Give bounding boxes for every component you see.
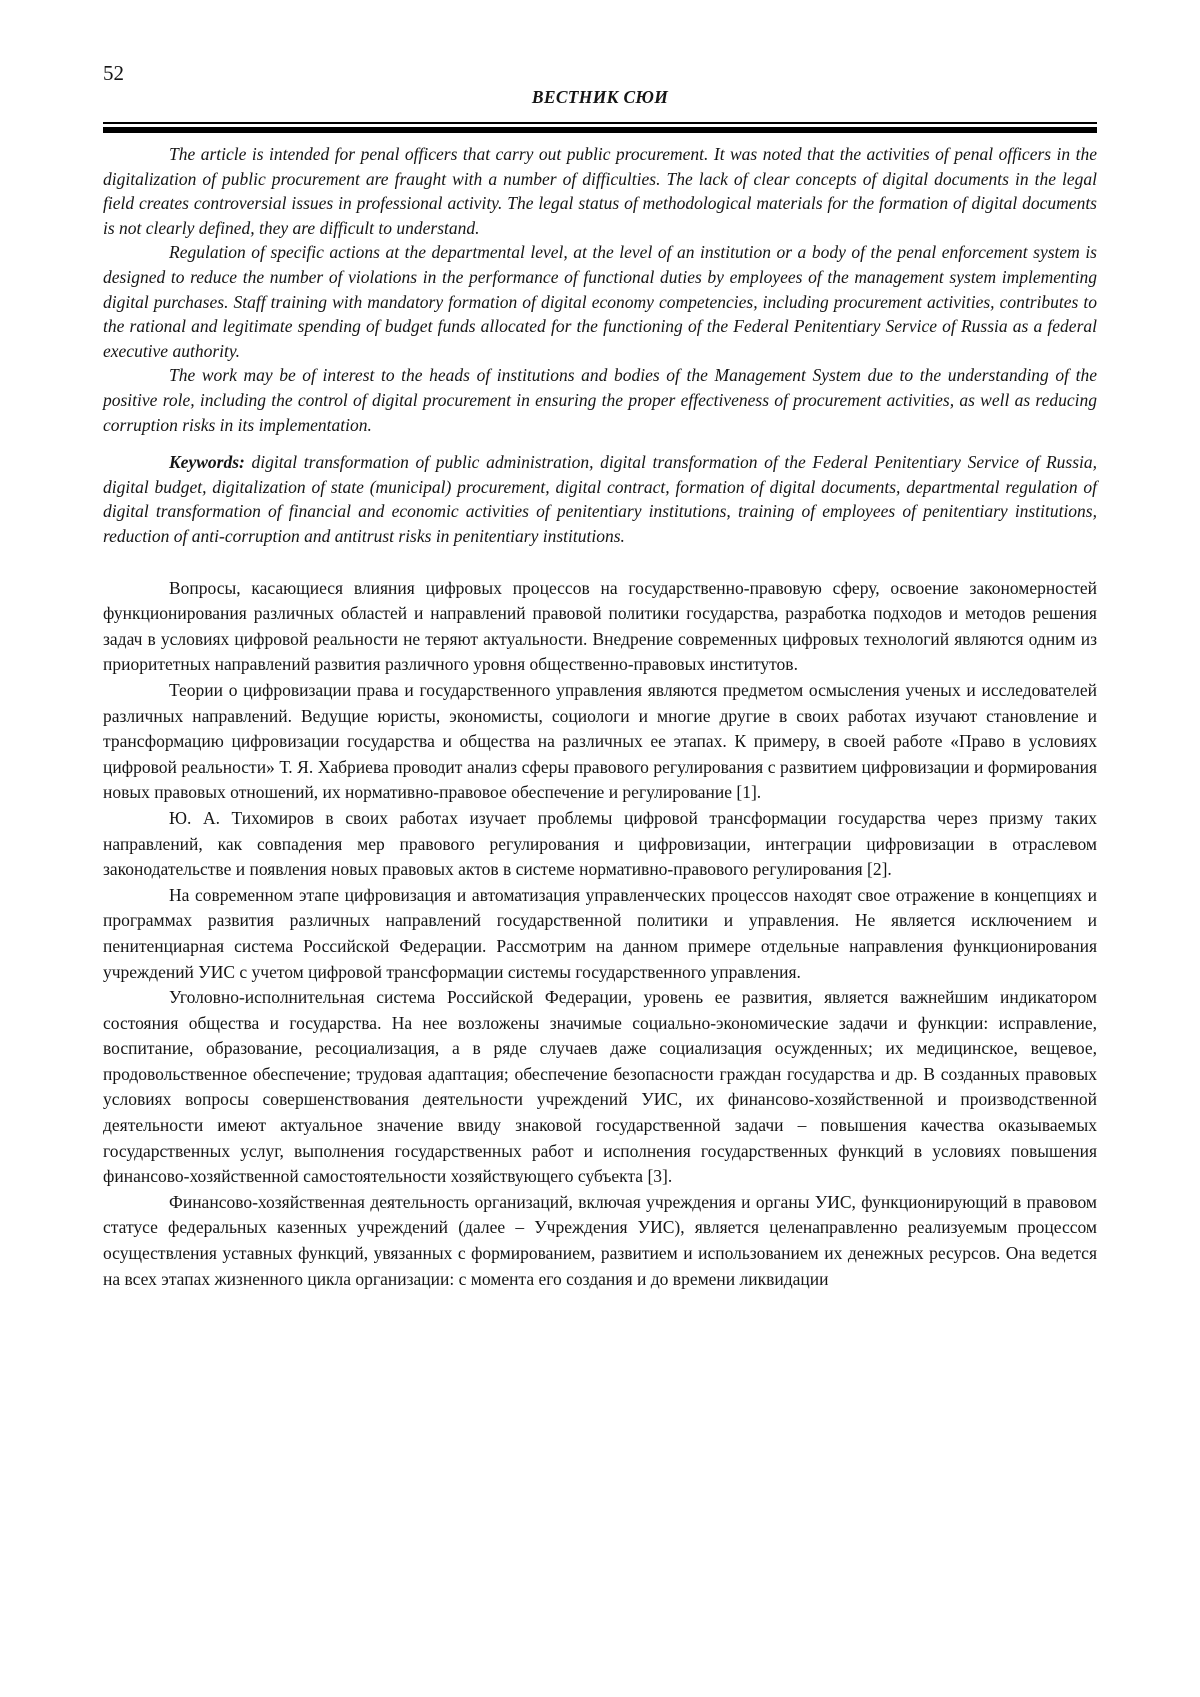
keywords-label: Keywords: [169,452,245,473]
abstract-paragraph-2: Regulation of specific actions at the departmental level, at the level of an institution or a body of the penal enforcement system is designed to reduce the number of violations in the performance of functional duties by employees of the management system implementing digital purchases. Staff training with mandatory formation of digital economy competencies, including procurement activities, contributes to the rational and legitimate spending of budget funds allocated for the functioning of the Federal Penitentiary Service of Russia as a federal executive authority. [103,242,1097,361]
body-paragraph-1: Вопросы, касающиеся влияния цифровых процессов на государственно-правовую сферу, освоение закономерностей функционирования различных областей и направлений правовой политики государства, разработка подходов и методов решения задач в условиях цифровой реальности не теряют актуальности. Внедрение современных цифровых технологий являются одним из приоритетных направлений развития различного уровня общественно-правовых институтов. [103,577,1097,675]
keywords-text: digital transformation of public administration, digital transformation of the Federal Penitentiary Service of Russia, digital budget, digitalization of state (municipal) procurement, digital contract, formation of digital documents, departmental regulation of digital transformation of financial and economic activities of penitentiary institutions, training of employees of penitentiary institutions, reduction of anti-corruption and antitrust risks in penitentiary institutions. [103,452,1097,546]
keywords-paragraph [103,450,1097,548]
body-paragraph-5: Уголовно-исполнительная система Российской Федерации, уровень ее развития, является важнейшим индикатором состояния общества и государства. На нее возложены значимые социально-экономические задачи и функции: исправление, воспитание, образование, ресоциализация, а в ряде случаев даже социализация осужденных; их медицинское, вещевое, продовольственное обеспечение; трудовая адаптация; обеспечение безопасности граждан государства и др. В созданных правовых условиях вопросы совершенствования деятельности учреждений УИС, их финансово-хозяйственной и производственной деятельности имеют актуальное значение ввиду знаковой государственной задачи – повышения качества оказываемых государственных услуг, выполнения государственных работ и исполнения государственных функций в условиях повышения финансово-хозяйственной самостоятельности хозяйствующего субъекта [3]. [103,987,1097,1187]
article-body-section [103,576,1097,1293]
body-paragraph-4: На современном этапе цифровизация и автоматизация управленческих процессов находят свое отражение в концепциях и программах развития различных направлений государственной политики и управления. Не является исключением и пенитенциарная система Российской Федерации. Рассмотрим на данном примере отдельные направления функционирования учреждений УИС с учетом цифровой трансформации системы государственного управления. [103,884,1097,982]
abstract-section [103,142,1097,437]
body-paragraph-3: Ю. А. Тихомиров в своих работах изучает проблемы цифровой трансформации государства через призму таких направлений, как совпадения мер правового регулирования и цифровизации, интеграции цифровизации в отраслевом законодательстве и появления новых правовых актов в системе нормативно-правового регулирования [2]. [103,807,1097,880]
body-paragraph-2: Теории о цифровизации права и государственного управления являются предметом осмысления ученых и исследователей различных направлений. Ведущие юристы, экономисты, социологи и многие другие в своих работах изучают становление и трансформацию цифровизации государства и общества на различных ее этапах. К примеру, в своей работе «Право в условиях цифровой реальности» Т. Я. Хабриева проводит анализ сферы правового регулирования с развитием цифровизации и формирования новых правовых отношений, их нормативно-правовое обеспечение и регулирование [1]. [103,679,1097,803]
header-rule-divider [103,122,1097,133]
journal-title: ВЕСТНИК СЮИ [531,87,669,108]
abstract-paragraph-3: The work may be of interest to the heads of institutions and bodies of the Management System due to the understanding of the positive role, including the control of digital procurement in ensuring the proper effectiveness of procurement activities, as well as reducing corruption risks in its implementation. [103,365,1097,435]
page-number: 52 [103,61,124,85]
body-paragraph-6: Финансово-хозяйственная деятельность организаций, включая учреждения и органы УИС, функционирующий в правовом статусе федеральных казенных учреждений (далее – Учреждения УИС), является целенаправленно реализуемым процессом осуществления уставных функций, увязанных с формированием, развитием и использованием их денежных ресурсов. Она ведется на всех этапах жизненного цикла организации: с момента его создания и до времени ликвидации [103,1191,1097,1289]
abstract-paragraph-1: The article is intended for penal officers that carry out public procurement. It was noted that the activities of penal officers in the digitalization of public procurement are fraught with a number of difficulties. The lack of clear concepts of digital documents in the legal field creates controversial issues in professional activity. The legal status of methodological materials for the formation of digital documents is not clearly defined, they are difficult to understand. [103,144,1097,238]
